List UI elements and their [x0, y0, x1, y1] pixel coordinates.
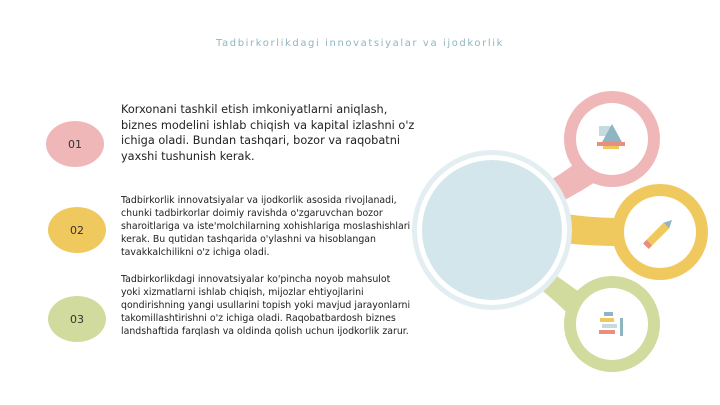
step-number-1: 01: [46, 121, 104, 167]
step-text-1: Korxonani tashkil etish imkoniyatlarni aniqlash, biznes modelini ishlab chiqish va kapital izlashni o'z ichiga oladi. Bundan tashqari, bozor va raqobatni yaxshi tushunish kerak.: [121, 103, 415, 163]
step-number-3: 03: [48, 296, 106, 342]
hub-circle: [422, 160, 562, 300]
step-text-3: Tadbirkorlikdagi innovatsiyalar ko'pincha noyob mahsulot yoki xizmatlarni ishlab chiqish, mijozlar ehtiyojlarini qondirishning yangi usullarini topish yoki mavjud jarayonlarni takomillashtirishni o'z ichiga oladi. Raqobatbardosh biznes landshaftida farqlash va oldinda qolish uchun ijodkorlik zarur.: [121, 274, 411, 337]
step-number-2: 02: [48, 207, 106, 253]
page-title: Tadbirkorlikdagi innovatsiyalar va ijodkorlik: [216, 38, 504, 49]
step-text-2: Tadbirkorlik innovatsiyalar va ijodkorlik asosida rivojlanadi, chunki tadbirkorlar doimiy ravishda o'zgaruvchan bozor sharoitlariga va iste'molchilarning xohishlariga moslashishlari kerak. Bu qutidan tashqarida o'ylashni va hisoblangan tavakkalchilikni o'z ichiga oladi.: [121, 195, 411, 258]
